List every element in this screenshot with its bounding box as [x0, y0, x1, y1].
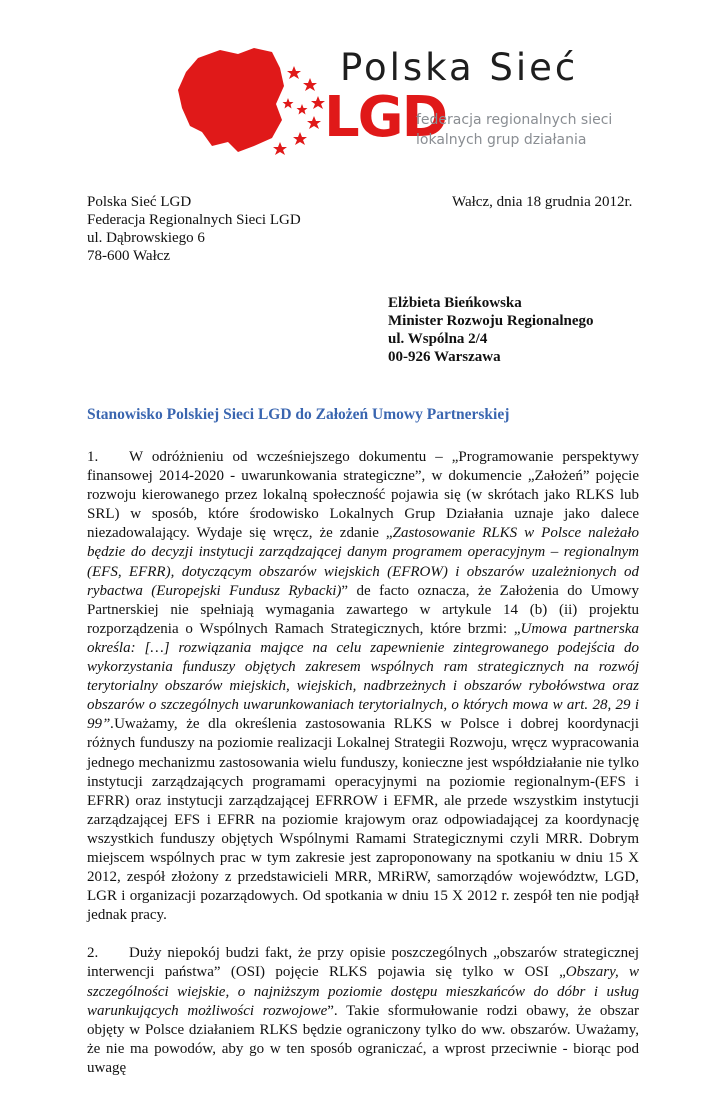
sender-line: Federacja Regionalnych Sieci LGD — [87, 212, 301, 228]
letterhead-logo — [168, 42, 613, 160]
paragraph-2 — [87, 944, 639, 1078]
text-run: W odróżnieniu od wcześniejszego dokumentu – „Programowanie perspektywy finansowej 2014-2020 - uwarunkowania strategiczne”, w dokumencie „Założeń” pojęcie rozwoju kierowanego przez lokalną społeczność pojawia się (w skrótach jako RLKS lub SRL) w sposób, które środowisko Lokalnych Grup Działania uznaje jako dalece niezadowalający. Wydaje się wręcz, że zdanie „ — [87, 449, 639, 542]
recipient-name: Elżbieta Bieńkowska — [388, 295, 522, 311]
quote-run: Obszary, w szczególności wiejskie, o najniższym poziomie dostępu mieszkańców do dóbr i usług warunkujących możliwości rozwojowe — [87, 964, 639, 1019]
sender-address — [87, 193, 301, 265]
logo-subtitle-line1: federacja regionalnych sieci — [416, 112, 613, 128]
sender-line: ul. Dąbrowskiego 6 — [87, 230, 205, 246]
logo-subtitle — [416, 110, 612, 150]
paragraph-number: 2. — [87, 945, 99, 962]
recipient-city: 00-926 Warszawa — [388, 349, 501, 365]
quote-run: Umowa partnerska określa: […] rozwiązania mające na celu zapewnienie zintegrowanego podejścia do wykorzystania funduszy objętych zakresem wspólnych ram strategicznych na rozwój terytorialny obszarów miejskich, wiejskich, nadbrzeżnych i obszarów rybołówstwa oraz obszarów o szczególnych uwarunkowaniach terytorialnych, o których mowa w art. 28, 29 i 99”. — [87, 620, 639, 733]
paragraph-1 — [87, 448, 639, 925]
recipient-street: ul. Wspólna 2/4 — [388, 331, 488, 347]
recipient-role: Minister Rozwoju Regionalnego — [388, 313, 594, 329]
logo-abbr: LGD — [324, 85, 447, 150]
document-title: Stanowisko Polskiej Sieci LGD do Założeń Umowy Partnerskiej — [87, 406, 510, 423]
sender-line: 78-600 Wałcz — [87, 248, 171, 264]
poland-map-icon — [168, 42, 338, 160]
recipient-address — [388, 294, 594, 366]
paragraph-number: 1. — [87, 449, 99, 465]
text-run: Uważamy, że dla określenia zastosowania RLKS w Polsce i dobrej koordynacji różnych funduszy na poziomie realizacji Lokalnej Strategii Rozwoju, wręcz wypracowania jednego mechanizmu zastosowania wielu funduszy, konieczne jest współdziałanie nie tylko instytucji zarządzających programami operacyjnymi na poziomie regionalnym-(EFS i EFRR) oraz instytucji zarządzającej EFRROW i EFMR, ale przede wszystkim instytucji zarządzającej EFS i EFRR na poziomie krajowym oraz odpowiadającej za koordynację wszystkich funduszy objętych Wspólnymi Ramami Strategicznymi czyli MRR. Dobrym miejscem wspólnych prac w tym zakresie jest zaproponowany na spotkaniu w dniu 15 X 2012, zespół złożony z przedstawicieli MRR, MRiRW, samorządów województw, LGD, LGR i organizacji pozarządowych. Od spotkania w dniu 15 X 2012 r. zespół ten nie podjął jednak pracy. — [87, 716, 639, 924]
text-run: ” de facto oznacza, że Założenia do Umowy Partnerskiej nie spełniają wymagania zawartego w artykule 14 (b) (ii) projektu rozporządzenia o Wspólnych Ramach Strategicznych, które brzmi: „ — [87, 582, 640, 637]
letter-date: Wałcz, dnia 18 grudnia 2012r. — [452, 194, 633, 210]
letter-body — [87, 448, 639, 1097]
logo-subtitle-line2: lokalnych grup działania — [416, 132, 587, 148]
text-run: ”. Takie sformułowanie rodzi obawy, że obszar objęty w Polsce działaniem RLKS będzie ograniczony tylko do ww. obszarów. Uważamy, że nie ma powodów, aby go w ten sposób ograniczać, a wprost przeciwnie - biorąc pod uwagę — [87, 1002, 639, 1076]
sender-line: Polska Sieć LGD — [87, 194, 192, 210]
logo-title: Polska Sieć — [340, 46, 579, 89]
text-run: Duży niepokój budzi fakt, że przy opisie poszczególnych „obszarów strategicznej interwencji państwa” (OSI) pojęcie RLKS pojawia się tylko w OSI „ — [87, 945, 639, 981]
quote-run: Zastosowanie RLKS w Polsce należało będzie do decyzji instytucji zarządzającej danym programem operacyjnym – regionalnym (EFS, EFRR), dotyczącym obszarów wiejskich (EFROW) i obszarów uzależnionych od rybactwa (Europejski Fundusz Rybacki) — [87, 525, 640, 599]
